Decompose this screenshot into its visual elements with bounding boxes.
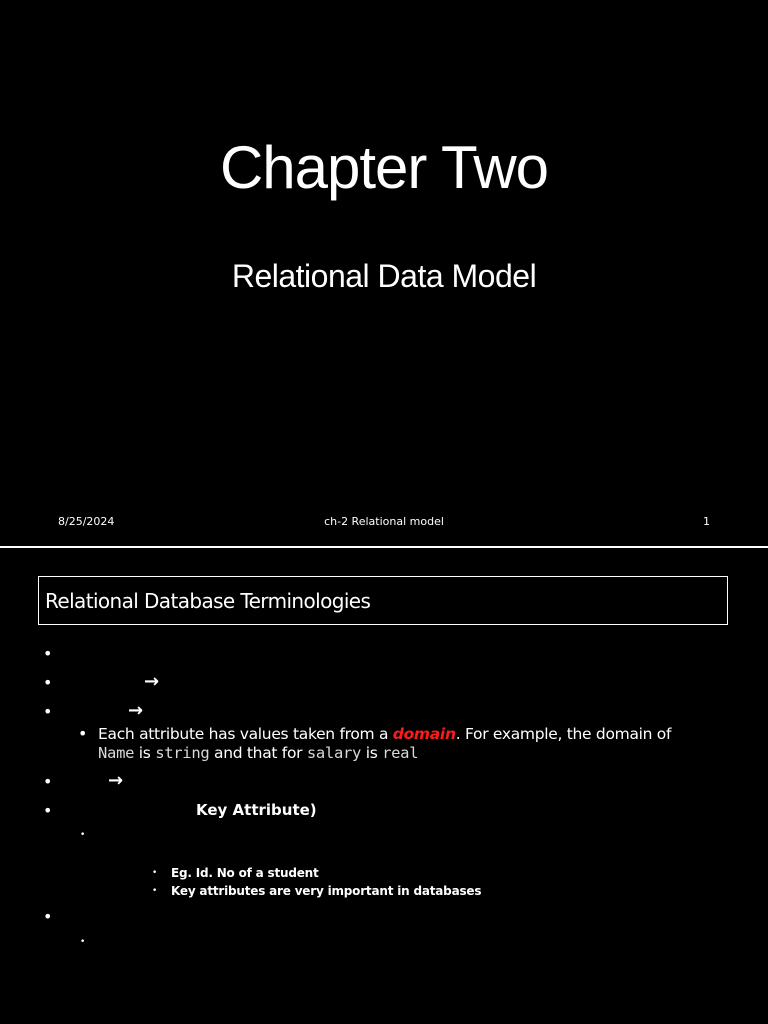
- bullet-icon: •: [80, 830, 86, 840]
- key-attribute-label: Key Attribute): [196, 801, 317, 819]
- content-slide: [0, 548, 768, 1024]
- domain-description-line2: [98, 744, 418, 763]
- and-for-text: and that for: [209, 744, 307, 762]
- slide-heading: Relational Database Terminologies: [45, 589, 371, 613]
- footer-center-text: ch-2 Relational model: [324, 515, 444, 528]
- is-text-2: is: [361, 744, 383, 762]
- footer-date: 8/25/2024: [58, 515, 115, 528]
- slide-subtitle: Relational Data Model: [231, 258, 537, 294]
- sub-bullet-text: Key attributes are very important in databases: [171, 884, 482, 898]
- arrow-right-icon: →: [108, 770, 124, 791]
- arrow-right-icon: →: [144, 671, 160, 692]
- bullet-icon: •: [152, 886, 158, 896]
- bullet-icon: •: [152, 868, 158, 878]
- domain-text-prefix: Each attribute has values taken from a: [98, 725, 393, 743]
- string-code: string: [155, 744, 210, 762]
- arrow-right-icon: →: [128, 700, 144, 721]
- bullet-icon: •: [43, 907, 53, 926]
- slide-title: Chapter Two: [219, 134, 549, 201]
- salary-code: salary: [306, 744, 362, 762]
- bullet-icon: •: [43, 673, 53, 692]
- slide-title-box: [38, 576, 728, 625]
- bullet-icon: •: [80, 937, 86, 947]
- domain-keyword: domain: [392, 725, 456, 743]
- bullet-icon: •: [43, 644, 53, 663]
- footer-page-number: 1: [703, 515, 710, 528]
- domain-description-line1: [98, 725, 671, 744]
- bullet-icon: •: [43, 772, 53, 791]
- bullet-icon: •: [43, 702, 53, 721]
- real-code: real: [382, 744, 419, 762]
- is-text: is: [134, 744, 156, 762]
- domain-text-middle: . For example, the domain of: [455, 725, 672, 743]
- bullet-icon: •: [78, 724, 88, 743]
- sub-bullet-text: Eg. Id. No of a student: [171, 866, 319, 880]
- name-code: Name: [98, 744, 135, 762]
- bullet-icon: •: [43, 801, 53, 820]
